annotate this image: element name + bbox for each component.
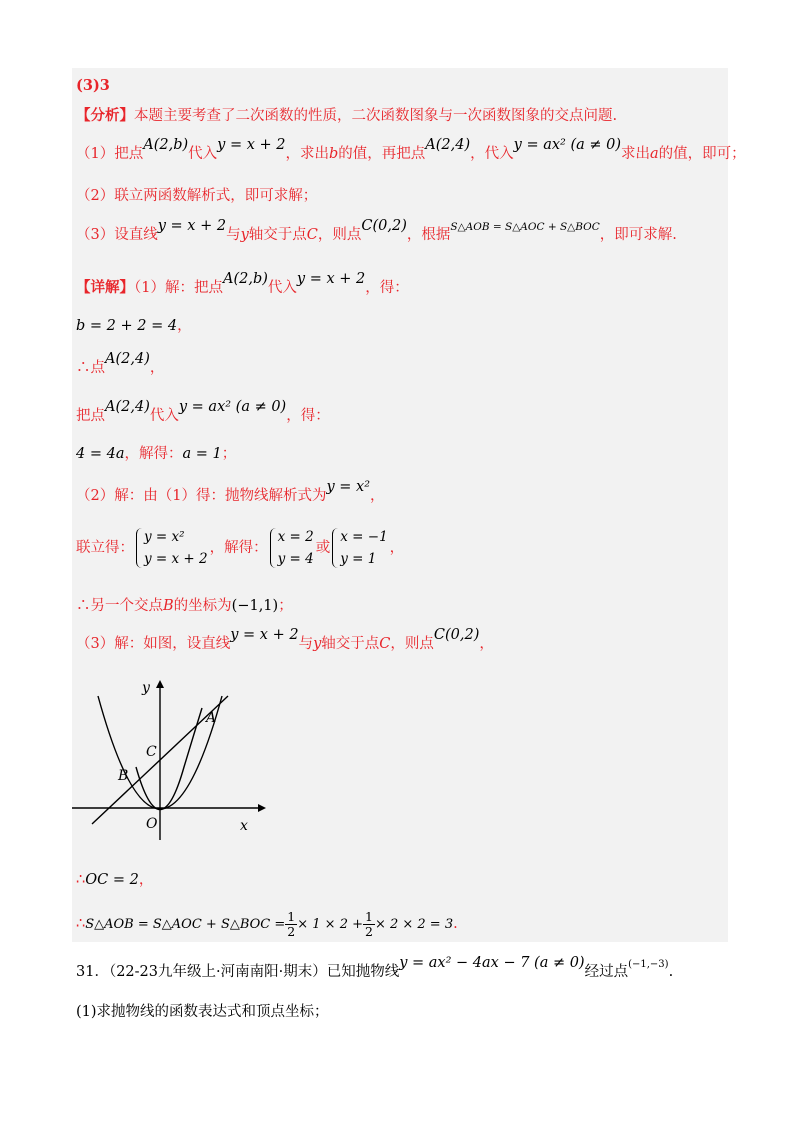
math-var: y — [240, 227, 249, 243]
fraction-half — [285, 910, 297, 939]
text: ，解得： — [209, 540, 268, 556]
math-parabola-eq: y = ax² − 4ax − 7 (a ≠ 0) — [399, 955, 585, 971]
text: 代入 — [149, 408, 179, 424]
text: ， — [370, 488, 385, 504]
text: ， — [149, 360, 165, 376]
text: （3）设直线 — [76, 227, 158, 243]
math-eq: y = x + 2 — [144, 551, 208, 567]
math-point-c: C(0,2) — [433, 627, 480, 643]
label-x: x — [240, 818, 248, 834]
math-var: C — [306, 227, 318, 243]
math-line-eq: y = x + 2 — [296, 271, 366, 287]
math-point-a: A(2,4) — [105, 351, 150, 367]
fraction-numerator: 1 — [287, 908, 296, 924]
math-var: C — [379, 636, 391, 652]
text: ； — [221, 446, 237, 462]
text: ，解得： — [124, 446, 183, 462]
detail-line-2 — [76, 316, 192, 336]
text: 求出 — [621, 146, 650, 162]
math-eq: 4 = 4a — [76, 446, 125, 462]
math-line-eq: y = x + 2 — [230, 627, 299, 643]
math-point-a: A(2,4) — [105, 399, 150, 415]
question-text: 经过点 — [584, 964, 629, 980]
analysis-tag: 【分析】 — [76, 107, 134, 124]
text: ，求出 — [285, 146, 329, 162]
text: ∴ — [76, 916, 86, 932]
text: 把点 — [76, 408, 105, 424]
math-parabola-eq: y = ax² (a ≠ 0) — [178, 399, 287, 415]
text: ，得： — [365, 280, 409, 296]
text: ，代入 — [470, 146, 514, 162]
math-eq: y = x² — [144, 529, 185, 545]
text: 与 — [226, 227, 241, 243]
text: 的值，即可； — [658, 146, 746, 162]
text: ，则点 — [390, 636, 434, 652]
detail-tag: 【详解】 — [76, 279, 134, 296]
text: 轴交于点 — [248, 227, 307, 243]
detail-line-4 — [76, 399, 330, 426]
math-var: y — [313, 636, 322, 652]
text: 代入 — [188, 146, 218, 162]
detail-line-1 — [76, 271, 409, 298]
text: （3）解：如图，设直线 — [76, 636, 231, 652]
math-eq: × 2 × 2 = 3 — [374, 917, 454, 932]
math-var: B — [163, 598, 174, 614]
analysis-item-1 — [76, 137, 746, 164]
text: ∴点 — [76, 360, 105, 376]
text: ； — [278, 598, 293, 614]
fraction-denominator: 2 — [287, 923, 296, 939]
fraction-half — [363, 910, 375, 939]
text: ，得： — [286, 408, 330, 424]
math-point-a: A(2,4) — [425, 137, 471, 153]
text: （1）解：把点 — [134, 280, 223, 296]
text: ， — [389, 540, 405, 556]
math-point-c: C(0,2) — [361, 218, 407, 234]
text: 代入 — [267, 280, 297, 296]
math-eq: b = 2 + 2 = 4 — [76, 318, 178, 334]
text: ，则点 — [317, 227, 362, 243]
function-graph — [72, 672, 272, 842]
question-text: 31．（22-23九年级上·河南南阳·期末）已知抛物线 — [76, 964, 400, 980]
math-area-eq: S△AOB = S△AOC + S△BOC — [450, 221, 600, 233]
x-axis-arrow — [258, 804, 266, 812]
math-parabola-eq: y = ax² (a ≠ 0) — [513, 137, 621, 153]
text: ， — [138, 872, 154, 888]
text: （2）解：由（1）得：抛物线解析式为 — [76, 488, 327, 504]
detail-line-10 — [76, 870, 153, 890]
text: 与 — [298, 636, 314, 652]
math-line-eq: y = x + 2 — [217, 137, 286, 153]
text: . — [453, 916, 458, 932]
math-parabola-eq: y = x² — [326, 479, 371, 495]
y-axis-arrow — [156, 680, 164, 688]
analysis-line — [76, 106, 617, 126]
math-eq: x = −1 — [340, 529, 388, 545]
math-line-eq: y = x + 2 — [157, 218, 227, 234]
label-o: O — [146, 816, 158, 832]
math-var: a — [650, 146, 659, 162]
label-y: y — [142, 680, 150, 696]
math-var: b — [328, 146, 339, 162]
question-31 — [76, 955, 674, 984]
math-eq: a = 1 — [182, 446, 222, 462]
label-c: C — [146, 744, 157, 760]
text: 联立得： — [76, 540, 134, 556]
math-eq: × 1 × 2 + — [297, 917, 363, 932]
label-b: B — [118, 768, 129, 784]
fraction-denominator: 2 — [364, 923, 373, 939]
text: 的坐标为 — [173, 598, 232, 614]
math-point-a: A(2,b) — [222, 271, 268, 287]
math-eq: y = 1 — [340, 551, 377, 567]
text: ，即可求解. — [599, 227, 677, 243]
text: ， — [479, 636, 494, 652]
fraction-numerator: 1 — [364, 908, 373, 924]
text: ∴另一个交点 — [76, 598, 163, 614]
math-point-b: (−1,1) — [231, 598, 279, 614]
text: ∴ — [76, 872, 86, 888]
analysis-item-3 — [76, 218, 677, 246]
detail-line-9 — [76, 627, 494, 654]
math-area-eq: S△AOB = S△AOC + S△BOC = — [85, 917, 286, 932]
math-point: (−1,−3) — [628, 959, 669, 970]
equation-system-2 — [270, 526, 314, 570]
detail-line-8 — [76, 596, 293, 616]
text: ，根据 — [406, 227, 451, 243]
text: 或 — [315, 540, 331, 556]
part3-header: (3)3 — [76, 77, 110, 94]
question-31-part-1: (1)求抛物线的函数表达式和顶点坐标； — [76, 1004, 329, 1020]
math-point-a: A(2,b) — [143, 137, 189, 153]
text: ， — [177, 318, 192, 334]
detail-line-6 — [76, 479, 385, 506]
detail-line-7 — [76, 524, 404, 572]
detail-line-5 — [76, 444, 236, 464]
analysis-text: 本题主要考查了二次函数的性质，二次函数图象与一次函数图象的交点问题. — [134, 108, 618, 124]
text: 的值，再把点 — [338, 146, 426, 162]
question-text: . — [668, 964, 674, 980]
math-eq: y = 4 — [277, 551, 314, 567]
math-eq: OC = 2 — [85, 872, 139, 888]
math-eq: x = 2 — [277, 529, 314, 545]
label-a: A — [206, 710, 217, 726]
equation-system-3 — [332, 526, 387, 570]
equation-system-1 — [136, 526, 208, 570]
analysis-item-2: （2）联立两函数解析式，即可求解； — [76, 188, 318, 204]
detail-line-11 — [76, 904, 458, 945]
text: 轴交于点 — [321, 636, 380, 652]
detail-line-3 — [76, 351, 165, 378]
text: （1）把点 — [76, 146, 144, 162]
